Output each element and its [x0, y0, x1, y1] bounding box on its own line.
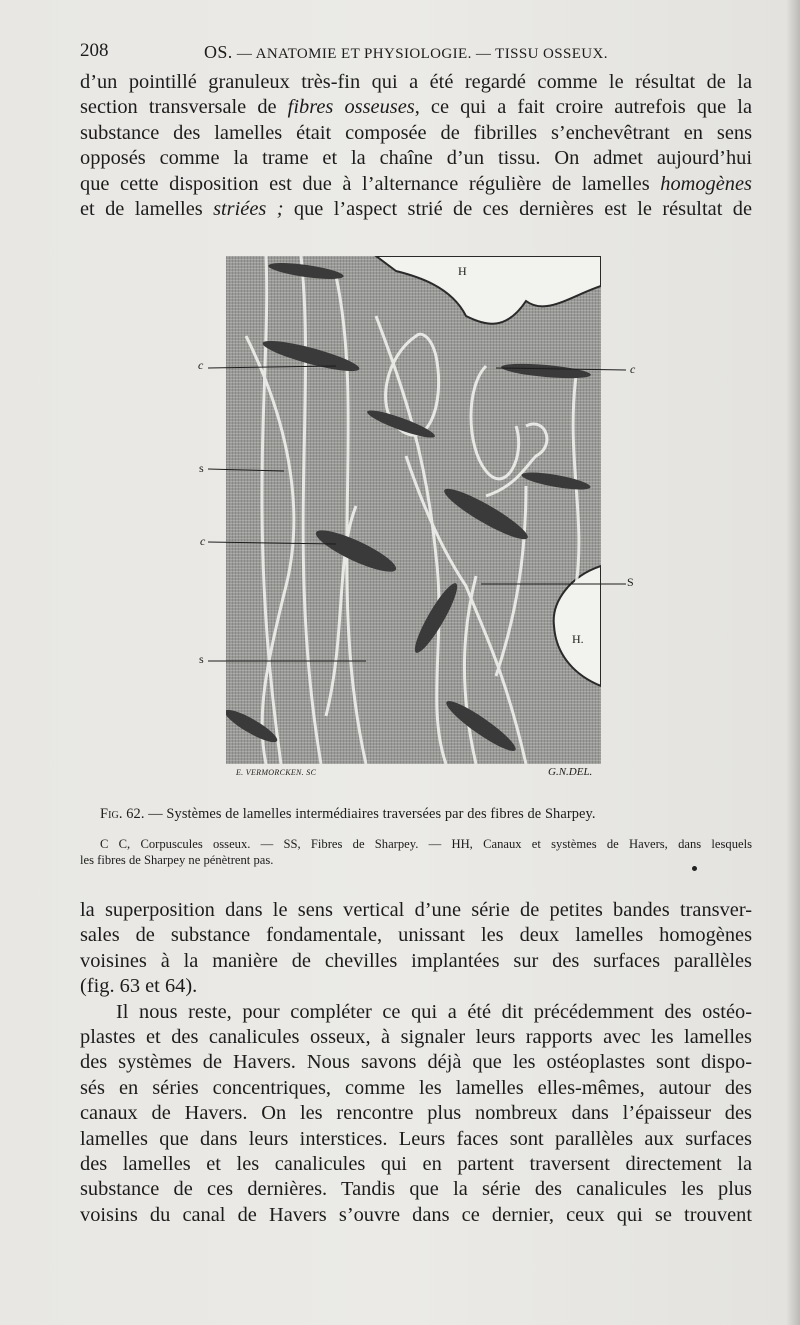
- caption-line: les fibres de Sharpey ne pénètrent pas.: [80, 853, 274, 867]
- running-title: [204, 42, 608, 63]
- text-line: (fig. 63 et 64).: [80, 975, 198, 998]
- text-line: plastes et des canalicules osseux, à signaler leurs rapports avec les lamelles: [80, 1026, 752, 1049]
- figure-62: [196, 256, 636, 782]
- figure-label: Fig. 62.: [100, 806, 145, 822]
- text-line: substance de ces dernières. Tandis que la série des canalicules les plus: [80, 1178, 752, 1201]
- label-c1: c: [198, 358, 204, 372]
- page-spine-shadow: [786, 0, 800, 1325]
- italic-term: fibres osseuses: [287, 96, 415, 119]
- running-title-rest: — ANATOMIE ET PHYSIOLOGIE. — TISSU OSSEUX.: [236, 46, 608, 62]
- figure-caption-text: — Systèmes de lamelles intermédiaires traversées par des fibres de Sharpey.: [144, 806, 596, 822]
- text-line: [80, 172, 752, 197]
- caption-line: C C, Corpuscules osseux. — SS, Fibres de Sharpey. — HH, Canaux et systèmes de Havers, dans lesquels: [100, 837, 752, 851]
- italic-term: homogènes: [660, 172, 752, 195]
- running-header: [80, 40, 752, 64]
- text-line: opposés comme la trame et la chaîne d’un tissu. On admet aujourd’hui: [80, 147, 752, 170]
- artist-credit: G.N.DEL.: [548, 766, 593, 778]
- italic-term: striées ;: [213, 198, 284, 221]
- engraver-credit: E. VERMORCKEN. SC: [236, 768, 317, 777]
- text-segment: section transversale de: [80, 96, 288, 119]
- leader-line: [208, 366, 336, 368]
- text-line: sales de substance fondamentale, unissant les deux lamelles homogènes: [80, 924, 752, 947]
- label-s3: s: [199, 652, 204, 666]
- text-line: lamelles que dans leurs interstices. Leurs faces sont parallèles aux surfaces: [80, 1127, 752, 1150]
- leader-line: [208, 469, 284, 471]
- label-H-right: H.: [572, 632, 584, 646]
- text-line: substance des lamelles était composée de fibrilles s’enchevêtrant en sens: [80, 121, 752, 144]
- text-segment: que l’aspect strié de ces dernières est le résultat de: [283, 198, 752, 221]
- text-line: Il nous reste, pour compléter ce qui a été dit précédemment des ostéo-: [116, 1000, 752, 1023]
- leader-line: [208, 542, 336, 544]
- text-line: la superposition dans le sens vertical d’une série de petites bandes transver-: [80, 899, 752, 921]
- text-line: canaux de Havers. On les rencontre plus nombreux dans l’épaisseur des: [80, 1102, 752, 1125]
- text-line: des lamelles et les canalicules qui en partent traversent directement la: [80, 1153, 752, 1176]
- text-line: des systèmes de Havers. Nous savons déjà que les ostéoplastes sont dispo-: [80, 1051, 752, 1074]
- label-s1: s: [199, 461, 204, 475]
- text-segment: , ce qui a fait croire autrefois que la: [414, 96, 752, 119]
- text-line: [80, 95, 752, 120]
- figure-caption-title: [100, 806, 760, 823]
- label-s2: S: [627, 575, 634, 589]
- leader-line: [496, 368, 626, 370]
- label-H-top: H: [458, 264, 467, 278]
- label-c3: c: [200, 534, 206, 548]
- text-segment: que cette disposition est due à l’alternance régulière de lamelles: [80, 172, 661, 195]
- running-title-prefix: OS.: [204, 42, 233, 62]
- text-line: d’un pointillé granuleux très-fin qui a été regardé comme le résultat de la: [80, 71, 752, 93]
- text-line: voisins du canal de Havers s’ouvre dans ce dernier, ceux qui se trouvent: [80, 1203, 752, 1226]
- leader-lines: [196, 256, 636, 782]
- figure-caption-legend: [80, 836, 752, 868]
- printer-dot: [692, 866, 697, 871]
- text-line: sés en séries concentriques, comme les lamelles elles-mêmes, autour des: [80, 1076, 752, 1099]
- paragraph-bottom: [80, 898, 752, 1228]
- label-c2: c: [630, 362, 636, 376]
- text-line: [80, 197, 752, 222]
- page-number: 208: [80, 40, 109, 61]
- paragraph-top: [80, 70, 752, 222]
- text-line: voisines à la manière de chevilles implantées sur des surfaces parallèles: [80, 949, 752, 972]
- text-segment: et de lamelles: [80, 198, 214, 221]
